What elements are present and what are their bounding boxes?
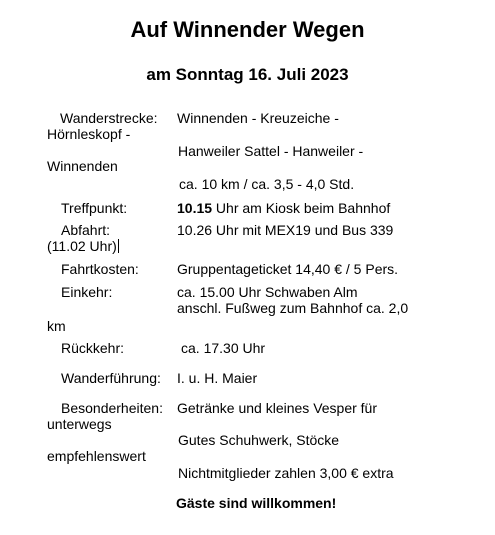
wanderstrecke-label-2: Hörnleskopf - xyxy=(47,126,131,142)
besonderheiten-value-3: Nichtmitglieder zahlen 3,00 € extra xyxy=(178,465,394,481)
wanderfuehrung-value: I. u. H. Maier xyxy=(177,370,258,386)
wanderstrecke-value-2: Hanweiler Sattel - Hanweiler - xyxy=(178,143,364,159)
abfahrt-label-2 xyxy=(47,238,119,254)
treffpunkt-place: Uhr am Kiosk beim Bahnhof xyxy=(212,200,391,216)
einkehr-value-2: anschl. Fußweg zum Bahnhof ca. 2,0 xyxy=(177,300,409,316)
fahrtkosten-label: Fahrtkosten: xyxy=(61,261,139,277)
einkehr-label: Einkehr: xyxy=(61,284,113,300)
wanderfuehrung-label: Wanderführung: xyxy=(61,370,161,386)
treffpunkt-time: 10.15 xyxy=(177,200,213,216)
text-cursor-icon xyxy=(118,239,119,253)
besonderheiten-label: Besonderheiten: xyxy=(61,400,163,416)
closing-note: Gäste sind willkommen! xyxy=(176,495,337,511)
wanderstrecke-value-1: Winnenden - Kreuzeiche - xyxy=(177,110,339,126)
treffpunkt-label: Treffpunkt: xyxy=(61,200,128,216)
fahrtkosten-value: Gruppentageticket 14,40 € / 5 Pers. xyxy=(177,261,399,277)
page-subtitle: am Sonntag 16. Juli 2023 xyxy=(146,65,349,84)
treffpunkt-value xyxy=(177,200,390,216)
einkehr-value-wrap: km xyxy=(47,318,66,334)
abfahrt-label-2-text: (11.02 Uhr) xyxy=(47,238,117,254)
wanderstrecke-label-3: Winnenden xyxy=(47,158,118,174)
abfahrt-value: 10.26 Uhr mit MEX19 und Bus 339 xyxy=(177,222,394,238)
wanderstrecke-value-3: ca. 10 km / ca. 3,5 - 4,0 Std. xyxy=(179,176,355,192)
rueckkehr-value: ca. 17.30 Uhr xyxy=(181,340,266,356)
einkehr-value-1: ca. 15.00 Uhr Schwaben Alm xyxy=(177,284,358,300)
besonderheiten-value-1: Getränke und kleines Vesper für xyxy=(177,400,378,416)
besonderheiten-value-2: Gutes Schuhwerk, Stöcke xyxy=(178,432,340,448)
page-title: Auf Winnender Wegen xyxy=(130,17,365,42)
abfahrt-label: Abfahrt: xyxy=(61,222,111,238)
rueckkehr-label: Rückkehr: xyxy=(61,340,125,356)
besonderheiten-label-2: unterwegs xyxy=(47,416,112,432)
besonderheiten-label-3: empfehlenswert xyxy=(47,448,146,464)
wanderstrecke-label: Wanderstrecke: xyxy=(60,110,158,126)
